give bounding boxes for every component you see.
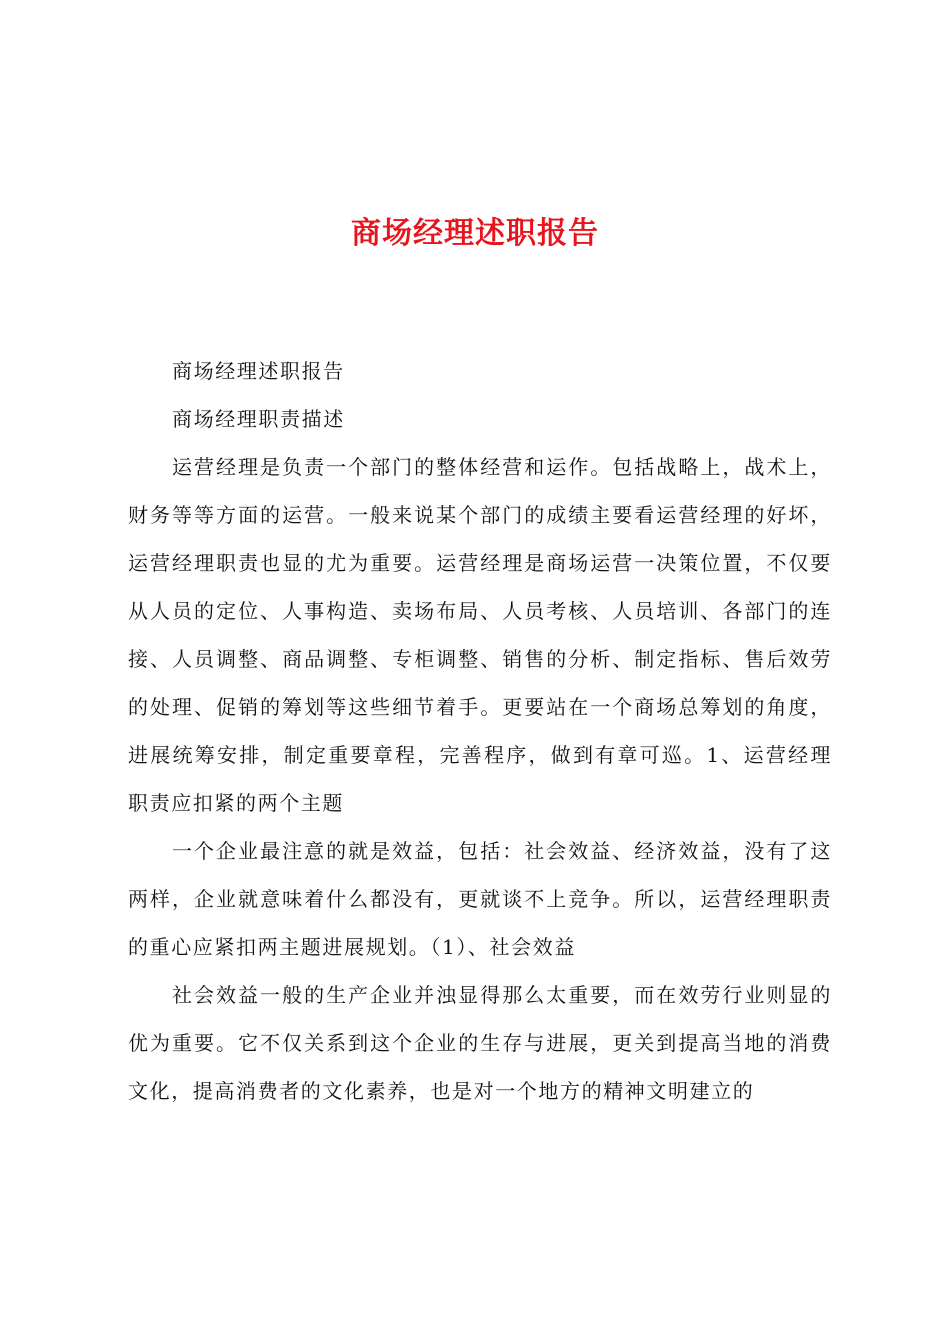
paragraph-duties: 运营经理是负责一个部门的整体经营和运作。包括战略上，战术上，财务等等方面的运营。一般来说某个部门的成绩主要看运营经理的好坏，运营经理职责也显的尤为重要。运营经理是商场运营一决策位置，不仅要从人员的定位、人事构造、卖场布局、人员考核、人员培训、各部门的连接、人员调整、商品调整、专柜调整、销售的分析、制定指标、售后效劳的处理、促销的筹划等这些细节着手。更要站在一个商场总筹划的角度，进展统筹安排，制定重要章程，完善程序，做到有章可巡。1、运营经理职责应扣紧的两个主题: [128, 455, 832, 815]
paragraph-benefits: 一个企业最注意的就是效益，包括：社会效益、经济效益，没有了这两样，企业就意味着什么都没有，更就谈不上竞争。所以，运营经理职责的重心应紧扣两主题进展规划。（1）、社会效益: [128, 839, 832, 959]
paragraph-subheading: 商场经理职责描述: [172, 407, 345, 431]
paragraph-social-benefits: 社会效益一般的生产企业并浊显得那么太重要，而在效劳行业则显的优为重要。它不仅关系到这个企业的生存与进展，更关到提高当地的消费文化，提高消费者的文化素养，也是对一个地方的精神文明建立的: [128, 983, 832, 1103]
document-title: 商场经理述职报告: [351, 216, 599, 251]
document-body: [128, 347, 832, 1115]
paragraph-heading: 商场经理述职报告: [172, 359, 345, 383]
